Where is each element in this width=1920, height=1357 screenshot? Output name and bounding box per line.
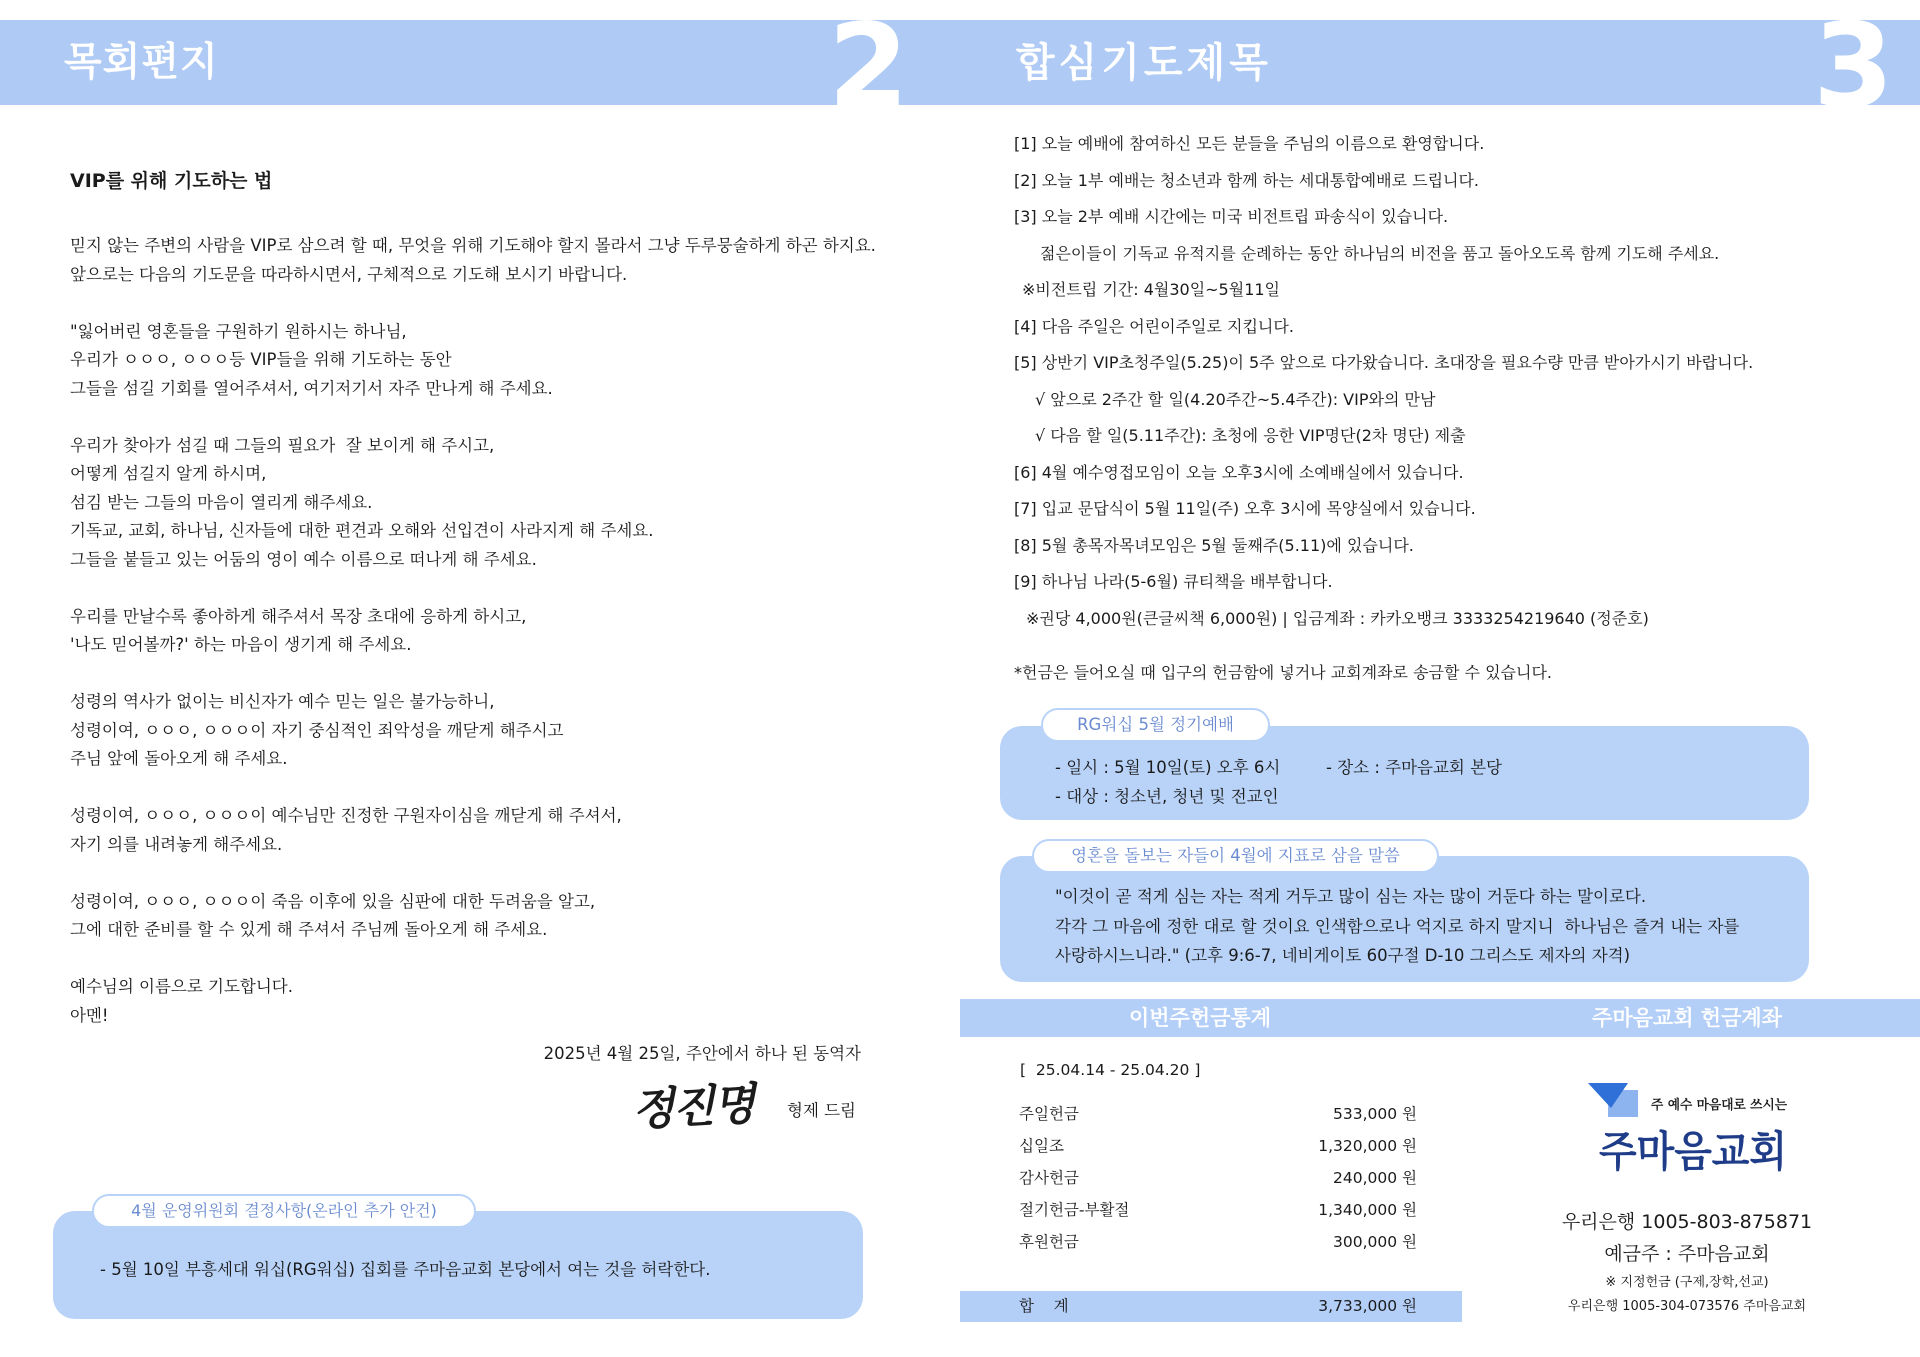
letter-paragraph bbox=[70, 432, 876, 575]
church-account-title: 주마음교회 헌금계좌 bbox=[1592, 1005, 1782, 1030]
verse-line: "이것이 곧 적게 심는 자는 적게 거두고 많이 심는 자는 많이 거둔다 하는 말이로다. bbox=[1055, 887, 1647, 906]
offering-row bbox=[1019, 1100, 1417, 1128]
letter-heading: VIP를 위해 기도하는 법 bbox=[70, 170, 273, 192]
offering-label: 십일조 bbox=[1019, 1137, 1064, 1155]
letter-line: 그들을 섬길 기회를 열어주셔서, 여기저기서 자주 만나게 해 주세요. bbox=[70, 378, 553, 398]
announcement-item: [5] 상반기 VIP초청주일(5.25)이 5주 앞으로 다가왔습니다. 초대장을 필요수량 만큼 받아가시기 바랍니다. bbox=[1014, 353, 1754, 372]
letter-paragraph bbox=[70, 973, 876, 1030]
committee-decision-text: - 5월 10일 부흥세대 워십(RG워십) 집회를 주마음교회 본당에서 여는 것을 허락한다. bbox=[100, 1260, 711, 1279]
offering-row bbox=[1019, 1132, 1417, 1160]
offering-label: 감사헌금 bbox=[1019, 1169, 1079, 1187]
letter-paragraph bbox=[70, 888, 876, 945]
announcement-item: [9] 하나님 나라(5-6월) 큐티책을 배부합니다. bbox=[1014, 572, 1333, 591]
letter-line: 어떻게 섬길지 알게 하시며, bbox=[70, 464, 267, 483]
letter-paragraph bbox=[70, 802, 876, 859]
announcement-item: [1] 오늘 예배에 참여하신 모든 분들을 주님의 이름으로 환영합니다. bbox=[1014, 134, 1485, 153]
signature: 정진명 bbox=[630, 1078, 755, 1137]
offering-total-amount: 3,733,000 원 bbox=[1318, 1297, 1417, 1315]
letter-line: 성령이여, ㅇㅇㅇ, ㅇㅇㅇ이 죽음 이후에 있을 심판에 대한 두려움을 알고, bbox=[70, 891, 596, 911]
offering-amount: 300,000 원 bbox=[1333, 1233, 1417, 1251]
signature-suffix: 형제 드림 bbox=[787, 1101, 857, 1120]
offering-total-row bbox=[1019, 1291, 1417, 1322]
offering-period: [ 25.04.14 - 25.04.20 ] bbox=[1020, 1061, 1201, 1079]
offering-label: 후원헌금 bbox=[1019, 1233, 1079, 1251]
rg-worship-audience: - 대상 : 청소년, 청년 및 전교인 bbox=[1055, 787, 1279, 806]
header-banner bbox=[0, 20, 1920, 105]
letter-line: 믿지 않는 주변의 사람을 VIP로 삼으려 할 때, 무엇을 위해 기도해야 할지 몰라서 그냥 두루뭉술하게 하곤 하지요. bbox=[70, 236, 876, 255]
page-number-left: 2 bbox=[828, 0, 909, 134]
letter-paragraph bbox=[70, 603, 876, 660]
verse-line: 사랑하시느니라." (고후 9:6-7, 네비게이토 60구절 D-10 그리스도 제자의 자격) bbox=[1055, 946, 1631, 965]
letter-line: 우리가 ㅇㅇㅇ, ㅇㅇㅇ등 VIP들을 위해 기도하는 동안 bbox=[70, 350, 452, 369]
rg-worship-tab: RG워십 5월 정기예배 bbox=[1041, 708, 1270, 742]
prayer-topics-title: 합심기도제목 bbox=[1016, 39, 1272, 86]
verse-text bbox=[1055, 882, 1739, 971]
announcement-list bbox=[1014, 126, 1753, 637]
letter-line: 우리를 만날수록 좋아하게 해주셔서 목장 초대에 응하게 하시고, bbox=[70, 606, 527, 626]
letter-line: 성령의 역사가 없이는 비신자가 예수 믿는 일은 불가능하니, bbox=[70, 692, 495, 711]
letter-paragraph bbox=[70, 688, 876, 774]
letter-line: 앞으로는 다음의 기도문을 따라하시면서, 구체적으로 기도해 보시기 바랍니다. bbox=[70, 264, 628, 284]
letter-line: 아멘! bbox=[70, 1005, 109, 1025]
letter-line: 주님 앞에 돌아오게 해 주세요. bbox=[70, 749, 288, 768]
announcement-note: ※권당 4,000원(큰글씨책 6,000원) | 입금계좌 : 카카오뱅크 3333254219640 (정준호) bbox=[1026, 608, 1649, 628]
offering-row bbox=[1019, 1228, 1417, 1256]
announcement-check-item: √ 앞으로 2주간 할 일(4.20주간~5.4주간): VIP와의 만남 bbox=[1035, 389, 1436, 409]
pastoral-letter-title: 목회편지 bbox=[64, 39, 219, 85]
account-holder: 예금주 : 주마음교회 bbox=[1604, 1243, 1770, 1265]
letter-body bbox=[70, 232, 876, 1059]
logo-wordmark: 주마음교회 bbox=[1599, 1127, 1787, 1176]
announcement-note: ※비전트립 기간: 4월30일~5월11일 bbox=[1022, 280, 1281, 299]
announcement-item: [6] 4월 예수영접모임이 오늘 오후3시에 소예배실에서 있습니다. bbox=[1014, 462, 1464, 482]
offering-label: 절기헌금-부활절 bbox=[1019, 1201, 1130, 1219]
letter-line: 섬김 받는 그들의 마음이 열리게 해주세요. bbox=[70, 492, 373, 512]
main-account-number: 우리은행 1005-803-875871 bbox=[1561, 1211, 1813, 1233]
committee-tab: 4월 운영위원회 결정사항(온라인 추가 안건) bbox=[92, 1194, 476, 1228]
letter-line: 예수님의 이름으로 기도합니다. bbox=[70, 977, 293, 996]
announcement-item: [8] 5월 총목자목녀모임은 5월 둘째주(5.11)에 있습니다. bbox=[1014, 535, 1414, 555]
offering-label: 주일헌금 bbox=[1019, 1105, 1079, 1123]
letter-line: 우리가 찾아가 섬길 때 그들의 필요가 잘 보이게 해 주시고, bbox=[70, 435, 495, 455]
offering-row bbox=[1019, 1164, 1417, 1192]
offering-note: *헌금은 들어오실 때 입구의 헌금함에 넣거나 교회계좌로 송금할 수 있습니다. bbox=[1014, 663, 1552, 682]
letter-date-line: 2025년 4월 25일, 주안에서 하나 된 동역자 bbox=[543, 1044, 861, 1063]
offering-amount: 533,000 원 bbox=[1333, 1105, 1417, 1123]
announcement-item: [2] 오늘 1부 예배는 청소년과 함께 하는 세대통합예배로 드립니다. bbox=[1014, 170, 1480, 190]
letter-paragraph bbox=[70, 232, 876, 289]
logo-tagline: 주 예수 마음대로 쓰시는 bbox=[1651, 1098, 1791, 1113]
announcement-item: [7] 입교 문답식이 5월 11일(주) 오후 3시에 목양실에서 있습니다. bbox=[1014, 499, 1476, 518]
announcement-subline: 젊은이들이 기독교 유적지를 순례하는 동안 하나님의 비전을 품고 돌아오도록 함께 기도해 주세요. bbox=[1040, 243, 1720, 263]
offering-amount: 1,320,000 원 bbox=[1318, 1137, 1417, 1155]
verse-tab: 영혼을 돌보는 자들이 4월에 지표로 삼을 말씀 bbox=[1032, 839, 1439, 873]
letter-line: 기독교, 교회, 하나님, 신자들에 대한 편견과 오해와 선입견이 사라지게 해 주세요. bbox=[70, 521, 654, 540]
letter-line: '나도 믿어볼까?' 하는 마음이 생기게 해 주세요. bbox=[70, 635, 412, 654]
announcement-item: [4] 다음 주일은 어린이주일로 지킵니다. bbox=[1014, 316, 1294, 336]
verse-line: 각각 그 마음에 정한 대로 할 것이요 인색함으로나 억지로 하지 말지니 하나님은 즐겨 내는 자를 bbox=[1055, 916, 1740, 936]
offering-amount: 240,000 원 bbox=[1333, 1169, 1417, 1187]
page-number-right: 3 bbox=[1813, 0, 1894, 134]
offering-row bbox=[1019, 1196, 1417, 1224]
letter-line: "잃어버린 영혼들을 구원하기 원하시는 하나님, bbox=[70, 321, 407, 341]
letter-line: 성령이여, ㅇㅇㅇ, ㅇㅇㅇ이 예수님만 진정한 구원자이심을 깨닫게 해 주셔서, bbox=[70, 806, 622, 825]
announcement-item: [3] 오늘 2부 예배 시간에는 미국 비전트립 파송식이 있습니다. bbox=[1014, 207, 1449, 226]
designated-account-number: 우리은행 1005-304-073576 주마음교회 bbox=[1567, 1299, 1807, 1314]
letter-line: 자기 의를 내려놓게 해주세요. bbox=[70, 834, 283, 854]
church-logo bbox=[1582, 1078, 1797, 1178]
announcement-check-item: √ 다음 할 일(5.11주간): 초청에 응한 VIP명단(2차 명단) 제출 bbox=[1035, 426, 1466, 445]
letter-paragraph bbox=[70, 318, 876, 404]
letter-line: 그에 대한 준비를 할 수 있게 해 주셔서 주님께 돌아오게 해 주세요. bbox=[70, 920, 548, 939]
offering-stats-title: 이번주헌금통계 bbox=[1128, 1005, 1271, 1030]
designated-offering-note: ※ 지정헌금 (구제,장학,선교) bbox=[1605, 1275, 1769, 1290]
letter-line: 그들을 붙들고 있는 어둠의 영이 예수 이름으로 떠나게 해 주세요. bbox=[70, 549, 537, 569]
letter-line: 성령이여, ㅇㅇㅇ, ㅇㅇㅇ이 자기 중심적인 죄악성을 깨닫게 해주시고 bbox=[70, 720, 564, 740]
rg-worship-place: - 장소 : 주마음교회 본당 bbox=[1326, 758, 1502, 777]
offering-total-label: 합 계 bbox=[1019, 1297, 1069, 1315]
offering-amount: 1,340,000 원 bbox=[1318, 1201, 1417, 1219]
rg-worship-date: - 일시 : 5월 10일(토) 오후 6시 bbox=[1055, 758, 1281, 777]
